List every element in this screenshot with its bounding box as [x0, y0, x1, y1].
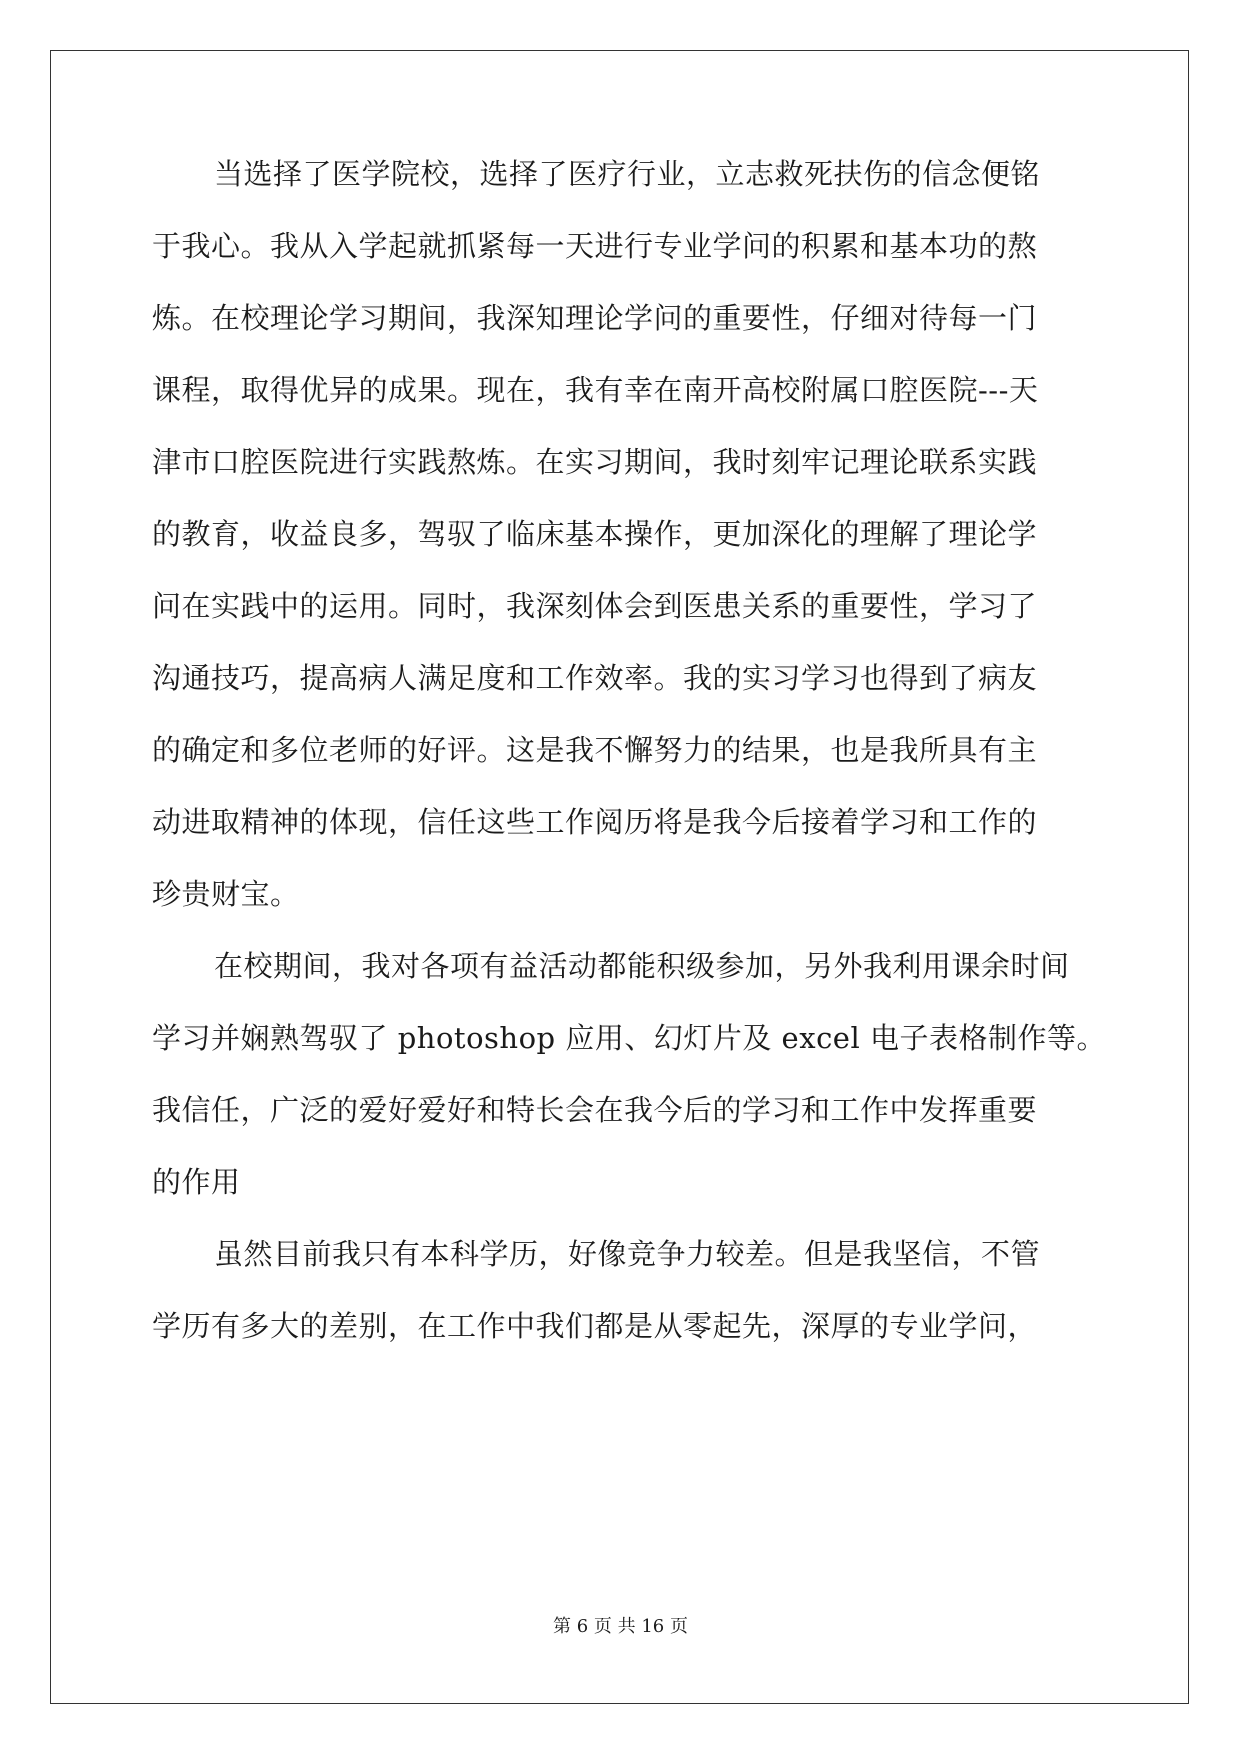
- body-text-line: 沟通技巧，提高病人满足度和工作效率。我的实习学习也得到了病友: [152, 661, 1038, 695]
- body-text-line: 课程，取得优异的成果。现在，我有幸在南开高校附属口腔医院---天: [152, 373, 1039, 407]
- body-text-line: 问在实践中的运用。同时，我深刻体会到医患关系的重要性，学习了: [152, 589, 1038, 623]
- page-footer: 第 6 页 共 16 页: [553, 1616, 688, 1637]
- body-text-line: 珍贵财宝。: [152, 877, 300, 911]
- body-text-line: 动进取精神的体现，信任这些工作阅历将是我今后接着学习和工作的: [152, 805, 1038, 839]
- body-text-line: 的教育，收益良多，驾驭了临床基本操作，更加深化的理解了理论学: [152, 517, 1038, 551]
- body-text-line: 我信任，广泛的爱好爱好和特长会在我今后的学习和工作中发挥重要: [152, 1093, 1038, 1127]
- body-text-line: 的确定和多位老师的好评。这是我不懈努力的结果，也是我所具有主: [152, 733, 1038, 767]
- body-text-line: 学历有多大的差别，在工作中我们都是从零起先，深厚的专业学问，: [152, 1309, 1038, 1343]
- body-text-line: 于我心。我从入学起就抓紧每一天进行专业学问的积累和基本功的熬: [152, 229, 1038, 263]
- body-text-line: 在校期间，我对各项有益活动都能积级参加，另外我利用课余时间: [214, 949, 1070, 983]
- body-text-line: 当选择了医学院校，选择了医疗行业，立志救死扶伤的信念便铭: [214, 157, 1041, 191]
- body-text-line: 学习并娴熟驾驭了 photoshop 应用、幻灯片及 excel 电子表格制作等。: [152, 1021, 1106, 1055]
- body-text-line: 炼。在校理论学习期间，我深知理论学问的重要性，仔细对待每一门: [152, 301, 1038, 335]
- body-text-line: 津市口腔医院进行实践熬炼。在实习期间，我时刻牢记理论联系实践: [152, 445, 1038, 479]
- body-text-line: 的作用: [152, 1165, 241, 1199]
- body-text-line: 虽然目前我只有本科学历，好像竞争力较差。但是我坚信，不管: [214, 1237, 1041, 1271]
